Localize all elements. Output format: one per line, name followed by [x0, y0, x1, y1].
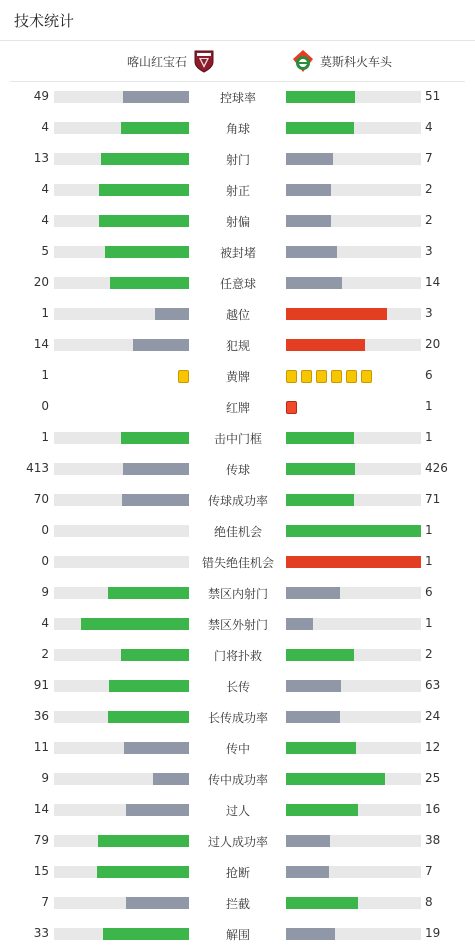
home-bar-track	[54, 463, 189, 475]
away-value: 63	[425, 678, 441, 692]
stat-label: 被封堵	[219, 246, 256, 260]
stat-label: 禁区外射门	[207, 618, 268, 632]
home-value: 20	[33, 275, 49, 289]
stat-row	[0, 144, 475, 175]
away-bar-track	[286, 556, 421, 568]
home-bar-track	[54, 866, 189, 878]
stat-label: 抢断	[225, 866, 250, 880]
home-bar-track	[54, 556, 189, 568]
stat-row	[0, 330, 475, 361]
stat-row	[0, 237, 475, 268]
home-value: 1	[41, 306, 49, 320]
stat-label: 禁区内射门	[207, 587, 268, 601]
away-bar-fill	[286, 184, 331, 196]
home-bar-fill	[133, 339, 189, 351]
away-bar-fill	[286, 122, 354, 134]
red-card-icon	[286, 401, 297, 414]
home-value: 79	[33, 833, 49, 847]
stat-row	[0, 82, 475, 113]
home-bar-track	[54, 773, 189, 785]
away-value: 20	[425, 337, 441, 351]
yellow-card-icon	[316, 370, 327, 383]
away-team[interactable]	[292, 49, 392, 73]
home-value: 91	[33, 678, 49, 692]
away-value: 1	[425, 430, 433, 444]
away-bar-fill	[286, 494, 354, 506]
away-bar-fill	[286, 91, 355, 103]
home-bar-track	[54, 649, 189, 661]
away-bar-fill	[286, 308, 387, 320]
home-value: 33	[33, 926, 49, 940]
away-bar-track	[286, 711, 421, 723]
away-value: 38	[425, 833, 441, 847]
stat-label: 黄牌	[225, 370, 250, 384]
stat-row	[0, 206, 475, 237]
stat-label: 传中成功率	[207, 773, 268, 787]
away-bar-fill	[286, 773, 385, 785]
away-value: 1	[425, 554, 433, 568]
home-value: 1	[41, 430, 49, 444]
stat-row	[0, 392, 475, 423]
stat-row	[0, 702, 475, 733]
home-bar-track	[54, 928, 189, 940]
away-bar-fill	[286, 556, 421, 568]
home-value: 49	[33, 89, 49, 103]
home-bar-track	[54, 494, 189, 506]
home-bar-track	[54, 525, 189, 537]
away-bar-track	[286, 804, 421, 816]
away-bar-fill	[286, 742, 356, 754]
home-bar-track	[54, 587, 189, 599]
home-bar-fill	[126, 804, 189, 816]
home-bar-fill	[98, 835, 189, 847]
home-value: 4	[41, 616, 49, 630]
home-bar-track	[54, 711, 189, 723]
away-bar-track	[286, 494, 421, 506]
away-value: 1	[425, 616, 433, 630]
away-bar-track	[286, 215, 421, 227]
stat-row	[0, 764, 475, 795]
away-bar-track	[286, 649, 421, 661]
home-bar-track	[54, 215, 189, 227]
stat-row	[0, 268, 475, 299]
stat-label: 控球率	[219, 91, 256, 105]
away-bar-fill	[286, 711, 340, 723]
stat-label: 射偏	[225, 215, 250, 229]
home-value: 413	[26, 461, 49, 475]
stat-label: 门将扑救	[213, 649, 262, 663]
away-bar-fill	[286, 277, 342, 289]
away-value: 7	[425, 151, 433, 165]
away-value: 6	[425, 368, 433, 382]
home-value: 4	[41, 120, 49, 134]
stat-label: 传球	[225, 463, 250, 477]
stat-label: 传球成功率	[207, 494, 268, 508]
home-bar-track	[54, 122, 189, 134]
home-bar-fill	[81, 618, 189, 630]
stat-label: 错失绝佳机会	[201, 556, 274, 570]
stat-label: 角球	[225, 122, 250, 136]
home-bar-fill	[105, 246, 189, 258]
stat-row	[0, 578, 475, 609]
home-bar-fill	[123, 463, 189, 475]
home-bar-track	[54, 742, 189, 754]
home-bar-track	[54, 835, 189, 847]
stat-label: 过人	[225, 804, 250, 818]
home-bar-fill	[97, 866, 189, 878]
stat-row	[0, 919, 475, 950]
away-bar-track	[286, 122, 421, 134]
home-bar-track	[54, 308, 189, 320]
stat-row	[0, 485, 475, 516]
away-bar-track	[286, 432, 421, 444]
lokomotiv-moscow-crest-icon	[292, 49, 314, 73]
home-bar-track	[54, 184, 189, 196]
home-bar-fill	[108, 587, 189, 599]
home-value: 9	[41, 771, 49, 785]
stat-row	[0, 299, 475, 330]
home-value: 11	[33, 740, 49, 754]
home-value: 14	[33, 337, 49, 351]
away-team-name: 莫斯科火车头	[320, 54, 393, 69]
stat-label: 绝佳机会	[213, 525, 262, 539]
home-bar-track	[54, 153, 189, 165]
away-bar-track	[286, 339, 421, 351]
away-value: 2	[425, 182, 433, 196]
home-bar-fill	[99, 215, 189, 227]
away-bar-fill	[286, 649, 354, 661]
yellow-card-icon	[286, 370, 297, 383]
home-team[interactable]	[127, 49, 215, 73]
away-value: 3	[425, 306, 433, 320]
home-bar-track	[54, 91, 189, 103]
away-bar-fill	[286, 246, 337, 258]
home-bar-fill	[124, 742, 189, 754]
away-value: 16	[425, 802, 441, 816]
stat-label: 解围	[225, 928, 250, 942]
away-bar-fill	[286, 587, 340, 599]
away-bar-track	[286, 773, 421, 785]
away-bar-track	[286, 525, 421, 537]
home-value: 4	[41, 213, 49, 227]
yellow-card-icon	[331, 370, 342, 383]
stat-row	[0, 423, 475, 454]
away-value: 19	[425, 926, 441, 940]
home-bar-fill	[121, 122, 189, 134]
away-value: 8	[425, 895, 433, 909]
stat-label: 拦截	[225, 897, 250, 911]
stat-label: 传中	[225, 742, 250, 756]
stats-header	[0, 0, 475, 41]
home-bar-fill	[155, 308, 189, 320]
stat-row	[0, 113, 475, 144]
stat-row	[0, 826, 475, 857]
away-bar-track	[286, 184, 421, 196]
away-value: 71	[425, 492, 441, 506]
away-bar-track	[286, 277, 421, 289]
away-cards	[286, 370, 372, 383]
away-bar-fill	[286, 339, 365, 351]
home-value: 0	[41, 523, 49, 537]
home-bar-track	[54, 432, 189, 444]
stat-row	[0, 454, 475, 485]
home-value: 9	[41, 585, 49, 599]
home-bar-fill	[109, 680, 189, 692]
home-bar-fill	[123, 91, 189, 103]
away-value: 1	[425, 523, 433, 537]
home-bar-fill	[108, 711, 189, 723]
stat-row	[0, 361, 475, 392]
stats-list	[0, 82, 475, 950]
stat-label: 过人成功率	[207, 835, 268, 849]
stat-label: 犯规	[225, 339, 250, 353]
away-value: 3	[425, 244, 433, 258]
away-value: 1	[425, 399, 433, 413]
away-value: 25	[425, 771, 441, 785]
home-value: 2	[41, 647, 49, 661]
away-value: 7	[425, 864, 433, 878]
home-value: 13	[33, 151, 49, 165]
away-value: 12	[425, 740, 441, 754]
home-value: 0	[41, 399, 49, 413]
away-bar-track	[286, 463, 421, 475]
stat-row	[0, 857, 475, 888]
stat-label: 射门	[225, 153, 250, 167]
away-bar-fill	[286, 835, 330, 847]
home-bar-track	[54, 680, 189, 692]
away-bar-fill	[286, 928, 335, 940]
away-bar-fill	[286, 215, 331, 227]
home-bar-track	[54, 246, 189, 258]
home-value: 36	[33, 709, 49, 723]
away-bar-track	[286, 308, 421, 320]
home-bar-fill	[122, 494, 189, 506]
stat-row	[0, 547, 475, 578]
home-bar-track	[54, 339, 189, 351]
home-bar-fill	[99, 184, 189, 196]
stat-row	[0, 609, 475, 640]
away-bar-track	[286, 742, 421, 754]
yellow-card-icon	[178, 370, 189, 383]
home-bar-fill	[126, 897, 189, 909]
away-value: 2	[425, 647, 433, 661]
away-value: 426	[425, 461, 448, 475]
away-bar-track	[286, 246, 421, 258]
home-bar-track	[54, 618, 189, 630]
away-bar-track	[286, 897, 421, 909]
home-bar-fill	[121, 432, 189, 444]
home-team-name: 喀山红宝石	[126, 54, 187, 69]
yellow-card-icon	[361, 370, 372, 383]
home-bar-fill	[121, 649, 189, 661]
home-bar-track	[54, 897, 189, 909]
away-cards	[286, 401, 297, 414]
stat-label: 越位	[225, 308, 250, 322]
away-value: 2	[425, 213, 433, 227]
home-bar-fill	[103, 928, 189, 940]
away-bar-track	[286, 928, 421, 940]
away-bar-fill	[286, 680, 341, 692]
away-bar-track	[286, 680, 421, 692]
stat-label: 长传	[225, 680, 250, 694]
home-cards	[178, 370, 189, 383]
home-value: 5	[41, 244, 49, 258]
rubin-kazan-crest-icon	[193, 49, 215, 73]
stat-label: 任意球	[219, 277, 256, 291]
home-value: 15	[33, 864, 49, 878]
stat-row	[0, 795, 475, 826]
home-bar-track	[54, 804, 189, 816]
away-bar-fill	[286, 463, 355, 475]
teams-bar	[10, 41, 465, 82]
yellow-card-icon	[301, 370, 312, 383]
home-value: 4	[41, 182, 49, 196]
home-bar-fill	[110, 277, 189, 289]
away-bar-fill	[286, 525, 421, 537]
home-value: 70	[33, 492, 49, 506]
away-bar-track	[286, 153, 421, 165]
stat-row	[0, 516, 475, 547]
home-value: 7	[41, 895, 49, 909]
home-value: 0	[41, 554, 49, 568]
stat-label: 击中门框	[213, 432, 262, 446]
away-value: 6	[425, 585, 433, 599]
home-bar-track	[54, 277, 189, 289]
stat-label: 射正	[225, 184, 250, 198]
away-value: 14	[425, 275, 441, 289]
away-bar-fill	[286, 153, 333, 165]
away-value: 24	[425, 709, 441, 723]
stat-label: 长传成功率	[207, 711, 268, 725]
home-value: 14	[33, 802, 49, 816]
away-bar-track	[286, 835, 421, 847]
stat-label: 红牌	[225, 401, 250, 415]
home-bar-fill	[101, 153, 189, 165]
away-value: 51	[425, 89, 441, 103]
away-bar-track	[286, 91, 421, 103]
away-bar-fill	[286, 897, 358, 909]
stat-row	[0, 175, 475, 206]
stat-row	[0, 888, 475, 919]
section-title: 技术统计	[14, 12, 75, 30]
away-bar-fill	[286, 866, 329, 878]
away-bar-track	[286, 587, 421, 599]
away-bar-track	[286, 618, 421, 630]
away-bar-track	[286, 866, 421, 878]
yellow-card-icon	[346, 370, 357, 383]
away-bar-fill	[286, 804, 358, 816]
stat-row	[0, 640, 475, 671]
stat-row	[0, 733, 475, 764]
home-bar-fill	[153, 773, 189, 785]
away-value: 4	[425, 120, 433, 134]
home-value: 1	[41, 368, 49, 382]
stat-row	[0, 671, 475, 702]
away-bar-fill	[286, 618, 313, 630]
away-bar-fill	[286, 432, 354, 444]
